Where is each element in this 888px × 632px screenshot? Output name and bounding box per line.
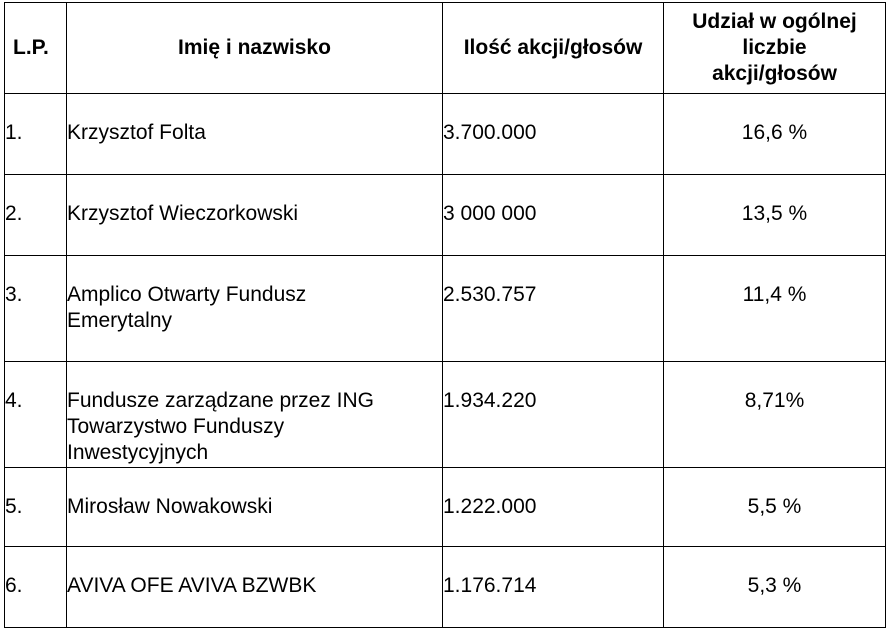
cell-share-percent: 16,6 % (664, 94, 886, 175)
table-row (5, 468, 886, 547)
cell-name (67, 468, 443, 547)
cell-lp: 4. (5, 362, 67, 468)
cell-shares: 1.222.000 (443, 468, 664, 547)
cell-name-line: Mirosław Nowakowski (67, 495, 273, 518)
cell-shares: 3.700.000 (443, 94, 664, 175)
header-share-percent-line2: liczbie (742, 36, 807, 59)
table-row (5, 256, 886, 362)
table-row (5, 175, 886, 256)
cell-lp: 1. (5, 94, 67, 175)
cell-shares: 1.176.714 (443, 547, 664, 628)
cell-name-line: Amplico Otwarty Fundusz (67, 283, 307, 306)
cell-name-line: Fundusze zarządzane przez ING (67, 389, 374, 412)
cell-name (67, 362, 443, 468)
cell-shares: 3 000 000 (443, 175, 664, 256)
header-share-percent (664, 3, 886, 94)
cell-lp: 3. (5, 256, 67, 362)
cell-name (67, 547, 443, 628)
cell-name (67, 175, 443, 256)
table-row (5, 94, 886, 175)
cell-name-line: Inwestycyjnych (67, 441, 209, 464)
cell-name-line: Krzysztof Wieczorkowski (67, 202, 299, 225)
cell-lp: 5. (5, 468, 67, 547)
cell-share-percent: 13,5 % (664, 175, 886, 256)
cell-shares: 2.530.757 (443, 256, 664, 362)
table-header-row (5, 3, 886, 94)
cell-lp: 6. (5, 547, 67, 628)
cell-name-line: Emerytalny (67, 309, 173, 332)
cell-name-line: Krzysztof Folta (67, 121, 206, 144)
header-name: Imię i nazwisko (67, 3, 443, 94)
cell-share-percent: 11,4 % (664, 256, 886, 362)
cell-name (67, 94, 443, 175)
header-share-percent-line1: Udział w ogólnej (692, 10, 857, 33)
cell-share-percent: 8,71% (664, 362, 886, 468)
header-lp: L.P. (5, 3, 67, 94)
table-row (5, 362, 886, 468)
table-row (5, 547, 886, 628)
cell-lp: 2. (5, 175, 67, 256)
cell-name (67, 256, 443, 362)
cell-shares: 1.934.220 (443, 362, 664, 468)
shareholders-table (4, 2, 886, 628)
header-shares: Ilość akcji/głosów (443, 3, 664, 94)
cell-name-line: Towarzystwo Funduszy (67, 415, 285, 438)
cell-share-percent: 5,3 % (664, 547, 886, 628)
cell-share-percent: 5,5 % (664, 468, 886, 547)
cell-name-line: AVIVA OFE AVIVA BZWBK (67, 574, 317, 597)
header-share-percent-line3: akcji/głosów (712, 62, 837, 85)
